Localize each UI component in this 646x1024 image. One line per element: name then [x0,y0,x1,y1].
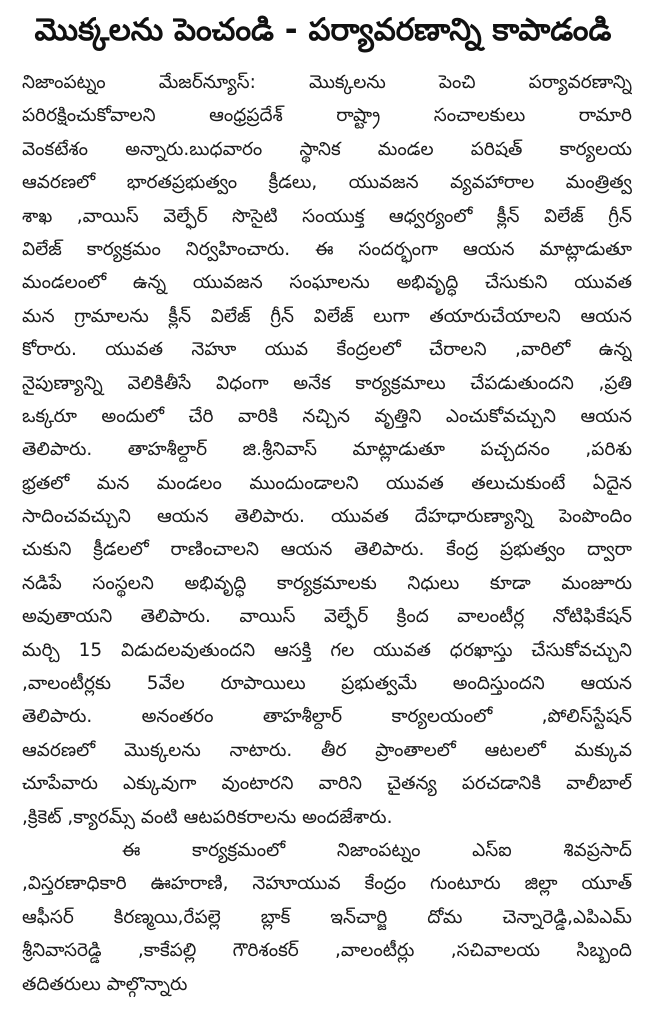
paragraph-1-line: నిజాంపట్నం మేజర్‌న్యూస్: మొక్కలను పెంచి పర్యావరణాన్ని [22,72,632,93]
paragraph-1-line: మండలంలో ఉన్న యువజన సంఘాలను అభివృద్ధి చేసుకుని యువత [22,272,632,294]
article-headline: మొక్కలను పెంచండి - పర్యావరణాన్ని కాపాడండి [34,11,612,48]
paragraph-2-line: ,విస్తరణాధికారి ఊహరాణి, నెహూయువ కేంద్రం గుంటూరు జిల్లా యూత్ [22,873,632,895]
paragraph-1-line: తెలిపారు. తాహశీల్దార్ జి.శ్రీనివాస్ మాట్లాడుతూ పచ్చదనం ,పరిశు [22,439,632,461]
paragraph-2-line: ఈ కార్యక్రమంలో నిజాంపట్నం ఎస్ఐ శివప్రసాద్ [122,839,632,861]
paragraph-1-line: నైపుణ్యాన్ని వెలికితీసే విధంగా అనేక కార్యక్రమాలు చేపడుతుందని ,ప్రతి [22,372,632,394]
paragraph-1-line: ఆవరణలో మొక్కలను నాటారు. తీర ప్రాంతాలలో ఆటలలో మక్కువ [22,739,632,761]
paragraph-1-line: తెలిపారు. అనంతరం తాహశీల్దార్ కార్యలయంలో ,పోలిస్‌స్టేషన్ [22,706,632,728]
paragraph-1-line: ,క్రికెట్ ,క్యారమ్స్ వంటి ఆటపరికరాలను అందజేశారు. [22,806,393,828]
paragraph-1-line: శాఖ ,వాయిస్ వెల్ఫేర్ సొసైటి సంయుక్త ఆధ్వర్యంలో క్లీన్ విలేజ్ గ్రీన్ [22,205,632,227]
paragraph-1-line: మర్చి 15 విడుదలవుతుందని ఆసక్తి గల యువత ధరఖాస్తు చేసుకోవచ్చుని [22,639,632,661]
paragraph-1-line: వెంకటేశం అన్నారు.బుధవారం స్థానిక మండల పరిషత్ కార్యలయ [22,138,632,160]
paragraph-1-line: ఒక్కరూ అందులో చేరి వారికి నచ్చిన వృత్తిని ఎంచుకోవచ్చుని ఆయన [22,405,632,427]
paragraph-1-line: విలేజ్ కార్యక్రమం నిర్వహించారు. ఈ సందర్భంగా ఆయన మాట్లాడుతూ [22,238,632,260]
paragraph-1-line: కోరారు. యువత నెహూ యువ కేంద్రలలో చేరాలని ,వారిలో ఉన్న [22,339,632,361]
paragraph-1-line: అవుతాయని తెలిపారు. వాయిస్ వెల్ఫేర్ క్రింద వాలంటీర్ల నోటిఫికేషన్ [22,606,632,628]
paragraph-2-line: శ్రీనివాసరెడ్డి ,కాకేపల్లి గౌరిశంకర్ ,వాలంటీర్లు ,సచివాలయ సిబ్బంది [22,940,632,962]
paragraph-1-line: చుకుని క్రీడలలో రాణించాలని ఆయన తెలిపారు. కేంద్ర ప్రభుత్వం ద్వారా [22,539,632,561]
paragraph-2-line: తదితరులు పాల్గొన్నారు [22,973,188,995]
paragraph-1-line: చూపేవారు ఎక్కువుగా వుంటారని వారిని చైతన్య పరచడానికి వాలీబాల్ [22,773,632,795]
paragraph-1-line: ఆవరణలో భారతప్రభుత్వం క్రీడలు, యువజన వ్యవహారాల మంత్రిత్వ [22,172,632,194]
paragraph-1-line: ,వాలంటీర్లకు 5వేల రూపాయిలు ప్రభుత్వమే అందిస్తుందని ఆయన [22,673,632,695]
paragraph-1-line: సాదించవచ్చుని ఆయన తెలిపారు. యువత దేహధారుణ్యాన్ని పెంపొందిం [22,506,632,528]
paragraph-1-line: మన గ్రామాలను క్లీన్ విలేజ్ గ్రీన్ విలేజ్ లుగా తయారుచేయాలని ఆయన [22,305,632,327]
paragraph-2-line: ఆఫీసర్ కిరణ్మయి,రేపల్లె బ్లాక్ ఇన్‌చార్జి దోమ చెన్నారెడ్డి,ఎపిఎమ్ [22,906,632,928]
paragraph-1-line: భ్రతలో మన మండలం ముందుండాలని యువత తలుచుకుంటే ఏదైన [22,472,632,494]
article-body [22,66,632,1001]
paragraph-1-line: నడిపే సంస్థలని అభివృద్ధి కార్యక్రమాలకు నిధులు కూడా మంజూరు [22,572,632,594]
paragraph-1-line: పరిరక్షించుకోవాలని ఆంధ్రప్రదేశ్ రాష్ట్రా సంచాలకులు రామారి [22,105,632,127]
